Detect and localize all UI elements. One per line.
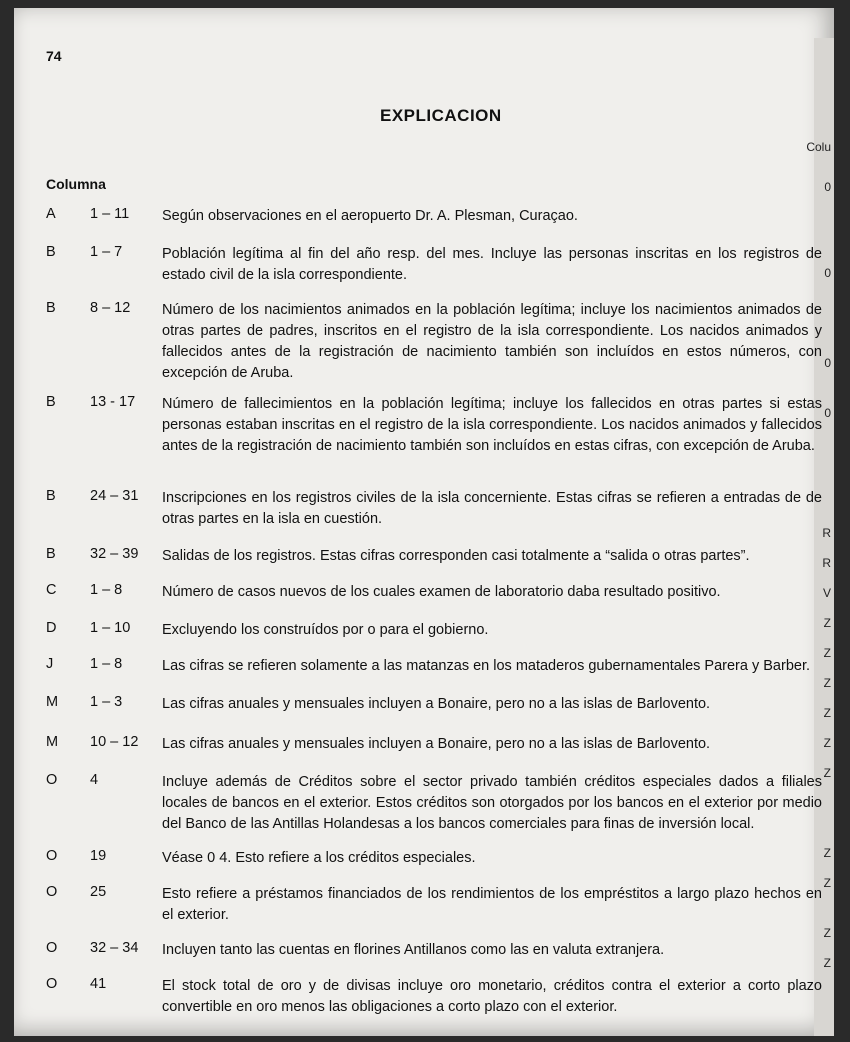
entry-range: 10 – 12 bbox=[90, 734, 139, 750]
entry-range: 13 - 17 bbox=[90, 394, 136, 410]
entry-description: Número de fallecimientos en la población legítima; incluye los fallecidos en otras partes si estas personas estaban inscritas en el registro de la isla correspondiente. Los nacidos animados y fallecidos antes de la registración de nacimiento también son incluídos en estas cifras, con excepción de Aruba. bbox=[162, 396, 822, 454]
edge-letter: Z bbox=[823, 926, 831, 940]
entry-code: O bbox=[46, 884, 58, 900]
column-header: Columna bbox=[46, 176, 106, 192]
edge-letter: Z bbox=[823, 616, 831, 630]
entry-description: Inscripciones en los registros civiles de la isla concerniente. Estas cifras se refieren a entradas de de otras partes en la isla en cuestión. bbox=[162, 490, 822, 527]
entry-description: Esto refiere a préstamos financiados de los rendimientos de los empréstitos a largo plazo hechos en el exterior. bbox=[162, 886, 822, 923]
edge-letter: 0 bbox=[824, 266, 831, 280]
entry-code: C bbox=[46, 582, 57, 598]
edge-letter: Z bbox=[823, 736, 831, 750]
edge-letter: Z bbox=[823, 846, 831, 860]
entry-code: A bbox=[46, 206, 56, 222]
entry-code: B bbox=[46, 546, 56, 562]
entry-code: M bbox=[46, 694, 59, 710]
entry-description: Excluyendo los construídos por o para el gobierno. bbox=[162, 622, 489, 638]
entry-range: 19 bbox=[90, 848, 107, 864]
entry-range: 8 – 12 bbox=[90, 300, 131, 316]
entry-range: 1 – 7 bbox=[90, 244, 123, 260]
edge-letter: 0 bbox=[824, 356, 831, 370]
entry-description: El stock total de oro y de divisas incluye oro monetario, créditos contra el exterior a corto plazo convertible en oro menos las obligaciones a corto plazo con el exterior. bbox=[162, 978, 822, 1015]
edge-letter: Z bbox=[823, 676, 831, 690]
entry-description: Las cifras anuales y mensuales incluyen a Bonaire, pero no a las islas de Barlovento. bbox=[162, 696, 711, 712]
document-page bbox=[14, 8, 834, 1036]
edge-letter: 0 bbox=[824, 180, 831, 194]
entry-code: J bbox=[46, 656, 54, 672]
entry-code: B bbox=[46, 488, 56, 504]
edge-letter: Z bbox=[823, 646, 831, 660]
entry-range: 32 – 34 bbox=[90, 940, 139, 956]
entry-description: Número de casos nuevos de los cuales examen de laboratorio daba resultado positivo. bbox=[162, 584, 721, 600]
edge-letter: R bbox=[822, 556, 831, 570]
edge-letter: V bbox=[822, 586, 831, 600]
entry-code: B bbox=[46, 394, 56, 410]
edge-letter: Z bbox=[823, 706, 831, 720]
edge-letter: R bbox=[822, 526, 831, 540]
entry-code: O bbox=[46, 772, 58, 788]
entry-range: 1 – 8 bbox=[90, 656, 123, 672]
entry-range: 1 – 3 bbox=[90, 694, 123, 710]
page-number: 74 bbox=[46, 48, 62, 64]
entry-description: Incluye además de Créditos sobre el sector privado también créditos especiales dados a filiales locales de bancos en el exterior. Estos créditos son otorgados por los bancos en el exterior por medio del Banco de las Antillas Holandesas a los bancos comerciales para finas de inversión local. bbox=[162, 774, 822, 832]
entry-range: 25 bbox=[90, 884, 107, 900]
edge-letter: Colu bbox=[806, 140, 831, 154]
edge-letter: 0 bbox=[824, 406, 831, 420]
edge-letter: Z bbox=[823, 766, 831, 780]
edge-letter: Z bbox=[823, 876, 831, 890]
entry-description: Población legítima al fin del año resp. del mes. Incluye las personas inscritas en los registros de estado civil de la isla correspondiente. bbox=[162, 246, 822, 283]
entry-range: 32 – 39 bbox=[90, 546, 139, 562]
entry-description: Salidas de los registros. Estas cifras corresponden casi totalmente a “salida o otras partes”. bbox=[162, 548, 750, 564]
entry-range: 1 – 10 bbox=[90, 620, 131, 636]
entry-description: Según observaciones en el aeropuerto Dr. A. Plesman, Curaçao. bbox=[162, 208, 578, 224]
entry-code: D bbox=[46, 620, 57, 636]
entry-code: M bbox=[46, 734, 59, 750]
edge-letter: Z bbox=[823, 956, 831, 970]
entry-description: Incluyen tanto las cuentas en florines Antillanos como las en valuta extranjera. bbox=[162, 942, 665, 958]
page-title: EXPLICACION bbox=[380, 106, 502, 125]
entry-range: 24 – 31 bbox=[90, 488, 139, 504]
entry-code: B bbox=[46, 300, 56, 316]
entry-description: Las cifras anuales y mensuales incluyen a Bonaire, pero no a las islas de Barlovento. bbox=[162, 736, 711, 752]
entry-code: O bbox=[46, 976, 58, 992]
entry-range: 1 – 8 bbox=[90, 582, 123, 598]
entry-code: O bbox=[46, 848, 58, 864]
entry-code: B bbox=[46, 244, 56, 260]
entry-range: 4 bbox=[90, 772, 99, 788]
entry-description: Véase 0 4. Esto refiere a los créditos especiales. bbox=[162, 850, 476, 866]
entry-description: Las cifras se refieren solamente a las matanzas en los mataderos gubernamentales Parera y Barber. bbox=[162, 658, 811, 674]
entry-range: 41 bbox=[90, 976, 107, 992]
entry-description: Número de los nacimientos animados en la población legítima; incluye los nacimientos animados de otras partes de padres, inscritos en el registro de la isla correspondiente. Los nacidos animados y fallecidos antes de la registración de nacimiento también son incluídos en estos números, con excepción de Aruba. bbox=[162, 302, 822, 381]
entry-range: 1 – 11 bbox=[90, 206, 130, 222]
entry-code: O bbox=[46, 940, 58, 956]
